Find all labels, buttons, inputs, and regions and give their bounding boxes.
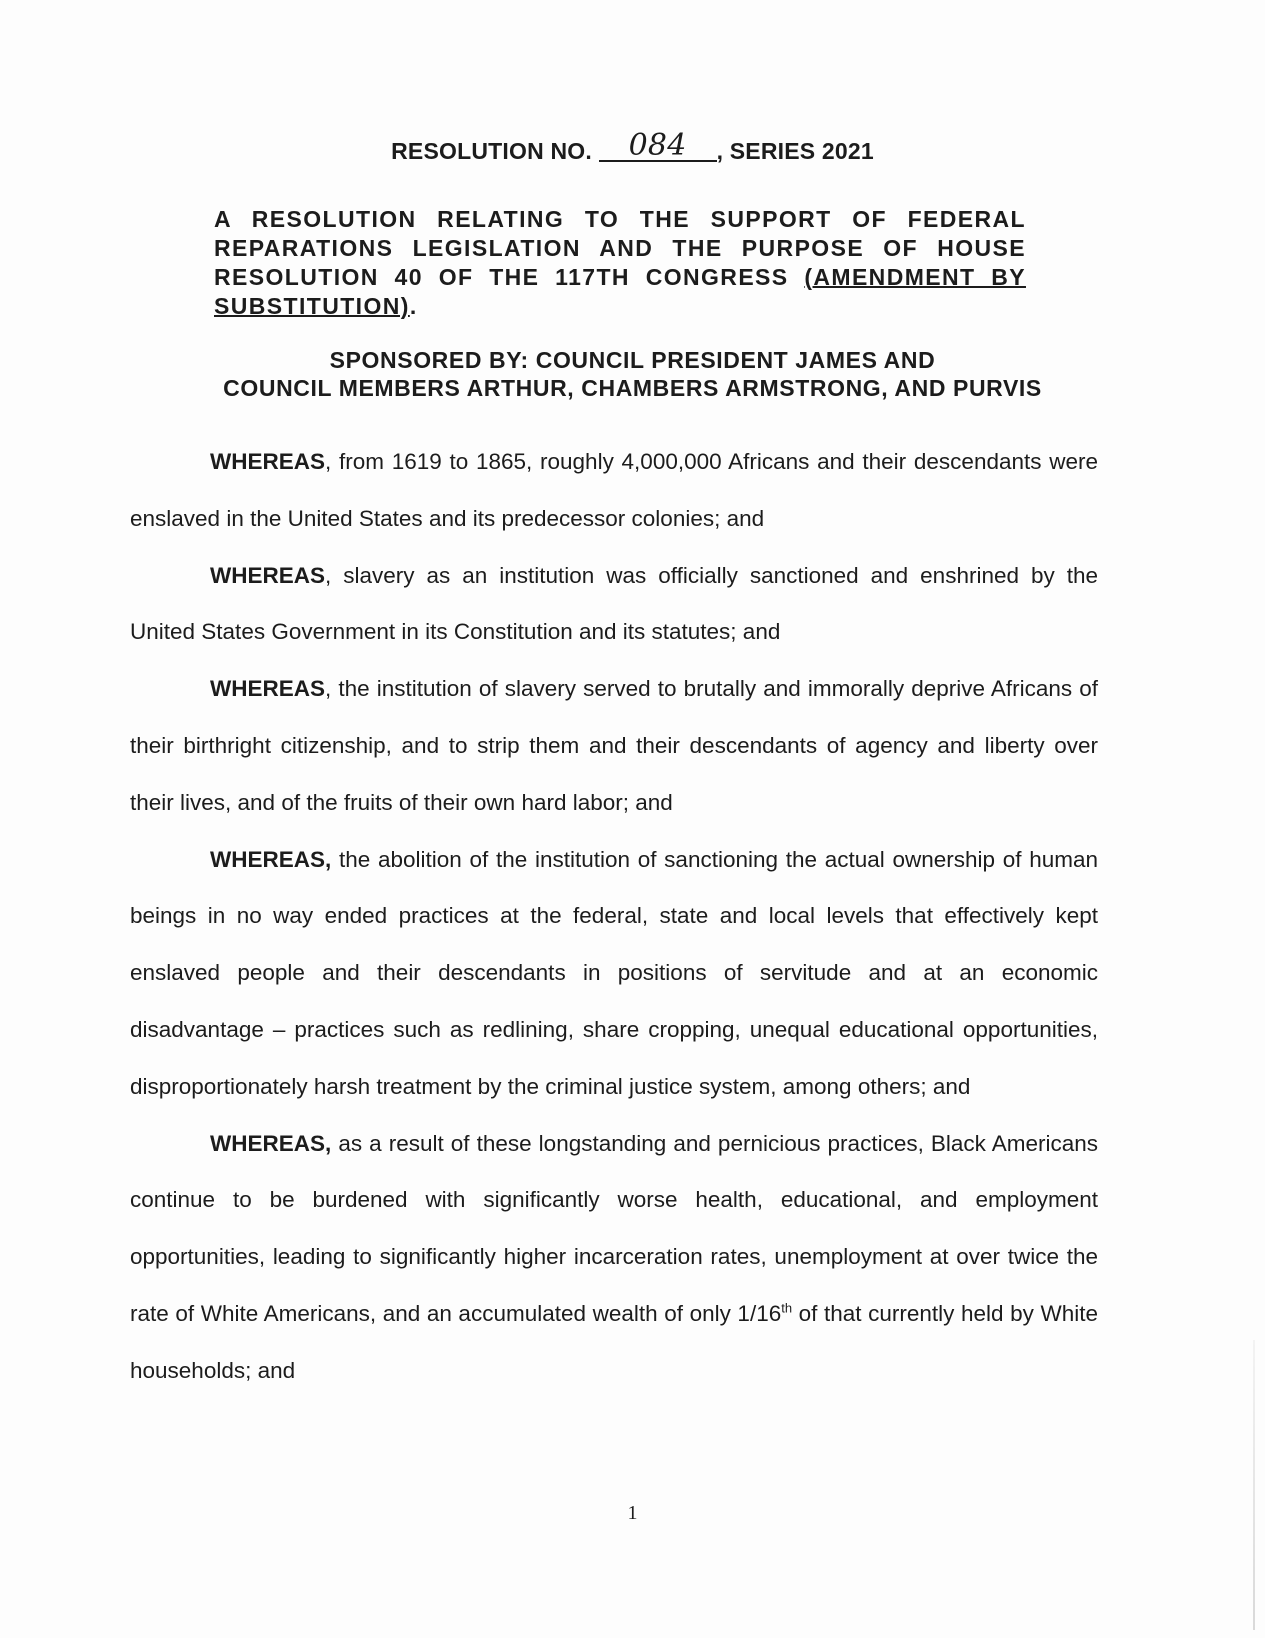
whereas-keyword: WHEREAS	[210, 562, 326, 588]
whereas-keyword: WHEREAS,	[210, 1130, 332, 1156]
sponsors-line-2: COUNCIL MEMBERS ARTHUR, CHAMBERS ARMSTRONG, AND PURVIS	[223, 375, 1042, 401]
scan-edge-shadow	[1253, 1340, 1255, 1630]
series-label: , SERIES 2021	[716, 138, 874, 164]
whereas-clause	[130, 1116, 1098, 1400]
title-end: .	[409, 293, 418, 319]
whereas-keyword: WHEREAS	[210, 449, 326, 474]
whereas-text: as a result of these longstanding and pernicious practices, Black Americans continue to be burdened with significantly worse health, educational, and employment opportunities, leading to significantly higher incarceration rates, unemployment at over twice the rate of White Americans, and an accumulated wealth of only 1/16	[130, 1130, 1098, 1326]
whereas-text-tail: of that currently held by White households; and	[130, 1300, 1098, 1383]
whereas-clauses	[130, 434, 1098, 1400]
ordinal-suffix: th	[781, 1300, 793, 1316]
whereas-keyword: WHEREAS	[210, 676, 326, 702]
resolution-title	[214, 205, 1026, 321]
resolution-label: RESOLUTION NO.	[391, 138, 592, 164]
whereas-clause	[130, 832, 1098, 1116]
page-number: 1	[627, 1502, 638, 1524]
whereas-text: , the institution of slavery served to brutally and immorally deprive Africans of their birthright citizenship, and to strip them and their descendants of agency and liberty over their lives, and of the fruits of their own hard labor; and	[130, 676, 1098, 815]
sponsors-line-1: SPONSORED BY: COUNCIL PRESIDENT JAMES AND	[329, 347, 936, 373]
resolution-number-handwritten: 084	[599, 134, 717, 162]
whereas-clause	[130, 661, 1098, 831]
whereas-clause	[130, 548, 1098, 662]
whereas-text: , from 1619 to 1865, roughly 4,000,000 Africans and their descendants were enslaved in the United States and its predecessor colonies; and	[130, 449, 1098, 531]
whereas-text: , slavery as an institution was officially sanctioned and enshrined by the United States Government in its Constitution and its statutes; and	[130, 562, 1098, 645]
whereas-clause	[130, 434, 1098, 548]
title-main: A RESOLUTION RELATING TO THE SUPPORT OF FEDERAL REPARATIONS LEGISLATION AND THE PURPOSE OF HOUSE RESOLUTION 40 OF THE 117TH CONGRESS	[214, 206, 1026, 290]
whereas-text: the abolition of the institution of sanctioning the actual ownership of human beings in no way ended practices at the federal, state and local levels that effectively kept enslaved people and their descendants in positions of servitude and at an economic disadvantage – practices such as redlining, share cropping, unequal educational opportunities, disproportionately harsh treatment by the criminal justice system, among others; and	[130, 846, 1098, 1099]
sponsors-block	[0, 346, 1265, 402]
whereas-keyword: WHEREAS,	[210, 846, 332, 872]
resolution-heading	[0, 128, 1265, 166]
title-amendment: (AMENDMENT BY SUBSTITUTION)	[214, 264, 1026, 319]
